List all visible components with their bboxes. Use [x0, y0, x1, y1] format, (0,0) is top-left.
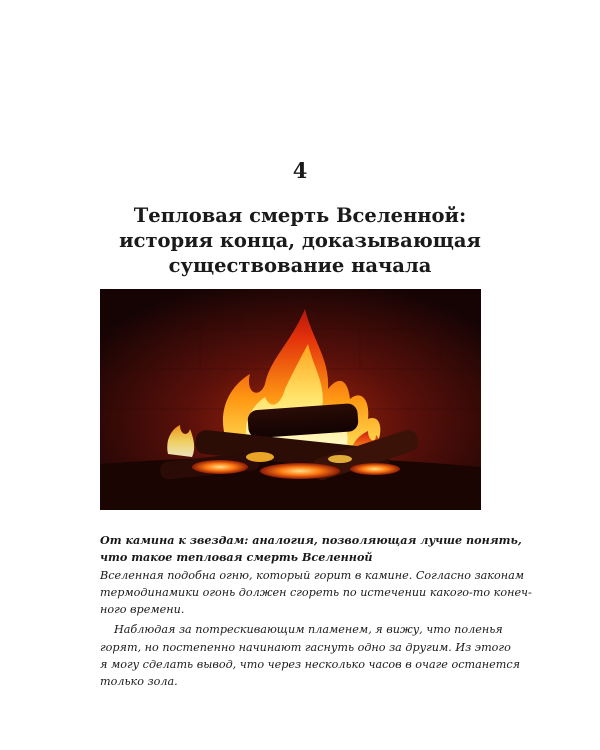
paragraph-2 [100, 621, 521, 690]
paragraph-line: ного времени. [100, 603, 185, 617]
chapter-title-line: существование начала [168, 254, 432, 277]
chapter-title-line: история конца, доказывающая [119, 229, 481, 252]
paragraph-1 [100, 567, 532, 619]
section-subheading [100, 532, 522, 567]
section-text [100, 532, 532, 691]
chapter-title-line: Тепловая смерть Вселенной: [133, 204, 467, 227]
chapter-title [60, 203, 540, 278]
fireplace-photo [100, 289, 481, 510]
paragraph-line: горят, но постепенно начинают гаснуть одно за другим. Из этого [100, 640, 511, 654]
paragraph-line: только зола. [100, 675, 178, 689]
paragraph-line: Вселенная подобна огню, который горит в камине. Согласно законам [100, 568, 525, 582]
subheading-line: От камина к звездам: аналогия, позволяющая лучше понять, [100, 533, 522, 547]
subheading-line: что такое тепловая смерть Вселенной [100, 550, 373, 565]
paragraph-line: термодинамики огонь должен сгореть по истечении какого-то конеч- [100, 585, 532, 599]
chapter-number: 4 [292, 158, 308, 183]
paragraph-line: Наблюдая за потрескивающим пламенем, я вижу, что поленья [114, 623, 503, 637]
paragraph-line: я могу сделать вывод, что через несколько часов в очаге останется [100, 658, 521, 672]
